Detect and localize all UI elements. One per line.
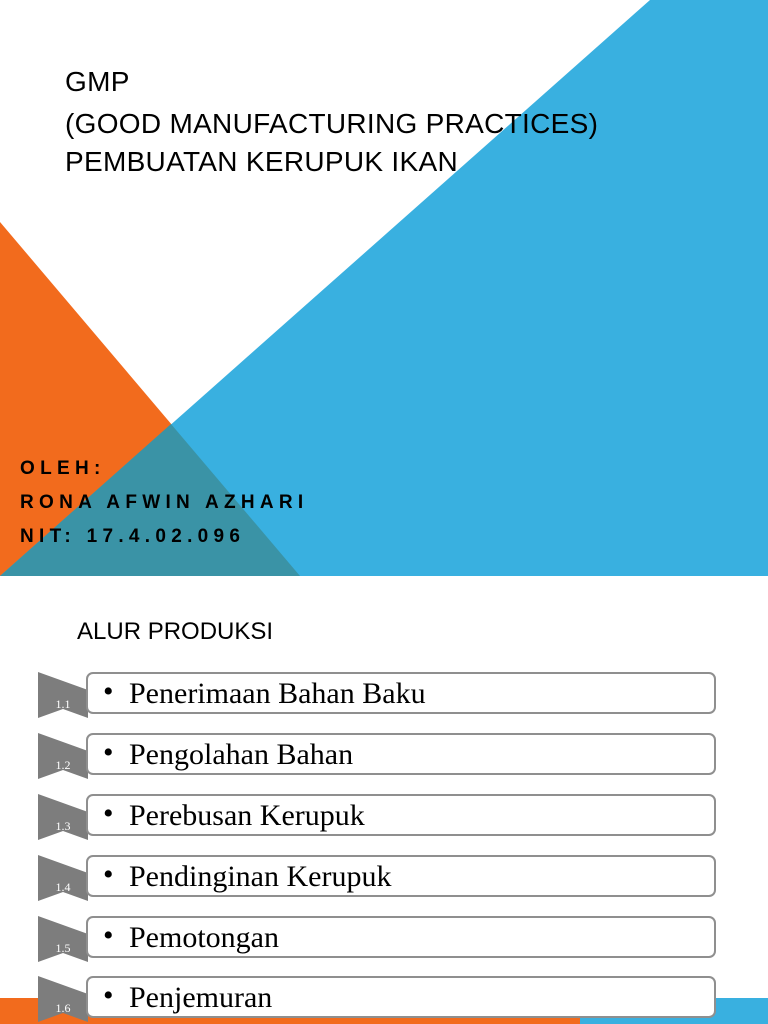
step-text: Pengolahan Bahan (129, 738, 354, 771)
step-text: Pemotongan (129, 921, 279, 954)
title-line-2: (GOOD MANUFACTURING PRACTICES) (65, 108, 599, 139)
title-line-3: PEMBUATAN KERUPUK IKAN (65, 146, 458, 177)
section-heading: ALUR PRODUKSI (77, 618, 274, 645)
step-number: 1.4 (55, 880, 71, 894)
step-number: 1.2 (55, 758, 71, 772)
step-number: 1.5 (55, 941, 71, 955)
process-step (38, 855, 720, 901)
process-flow-slide (0, 576, 768, 1024)
step-text: Pendinginan Kerupuk (129, 860, 392, 893)
author-id: NIT: 17.4.02.096 (20, 526, 246, 547)
step-bullet: • (103, 858, 114, 891)
step-bullet: • (103, 675, 114, 708)
step-bullet: • (103, 979, 114, 1012)
process-step (38, 916, 720, 962)
title-line-1: GMP (65, 66, 130, 97)
process-step (38, 794, 720, 840)
step-bullet: • (103, 797, 114, 830)
author-label: OLEH: (20, 458, 106, 479)
step-bullet: • (103, 736, 114, 769)
process-step (38, 733, 720, 779)
step-text: Penerimaan Bahan Baku (129, 677, 426, 710)
step-number: 1.3 (55, 819, 71, 833)
step-number: 1.1 (55, 697, 71, 711)
step-text: Perebusan Kerupuk (129, 799, 365, 832)
step-number: 1.6 (55, 1001, 71, 1015)
process-step (38, 672, 720, 718)
process-step (38, 976, 720, 1022)
author-name: RONA AFWIN AZHARI (20, 492, 309, 513)
step-bullet: • (103, 919, 114, 952)
step-text: Penjemuran (129, 981, 273, 1014)
